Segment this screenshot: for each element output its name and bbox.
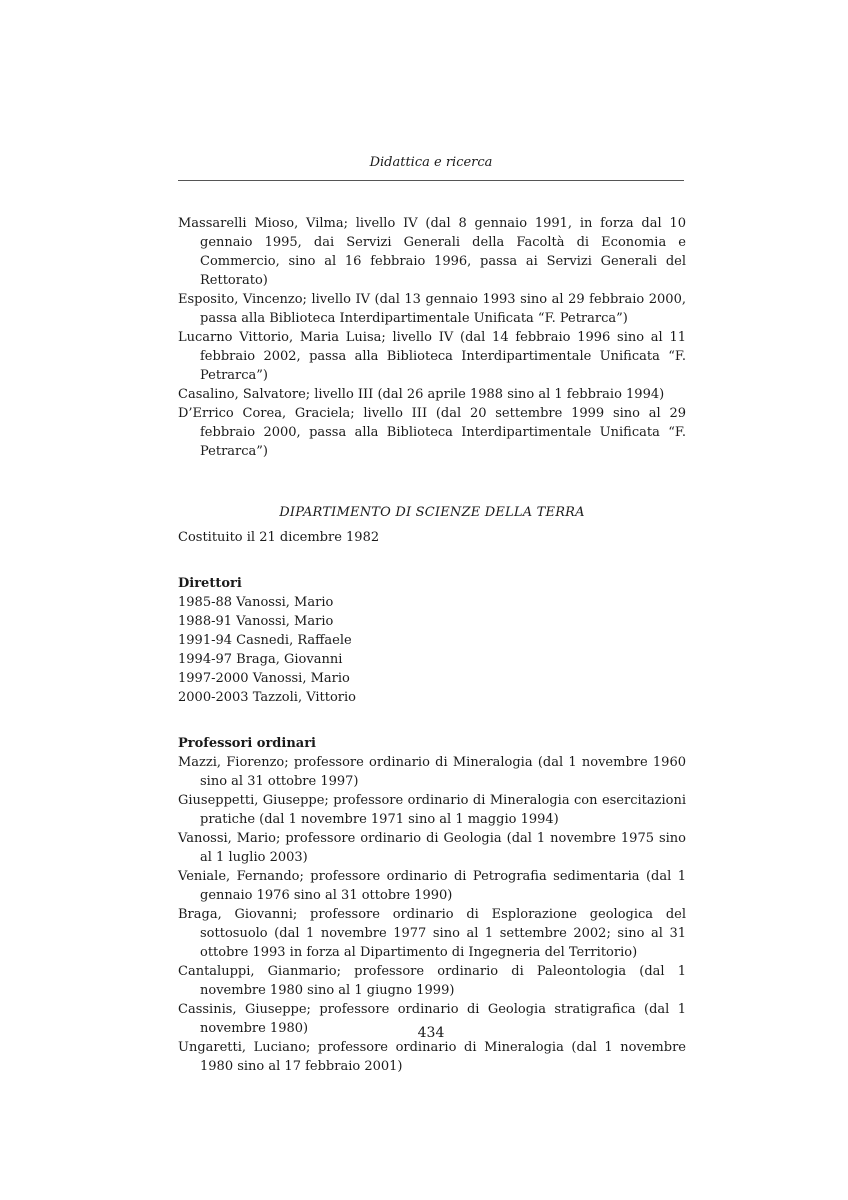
- page-number: 434: [417, 1025, 445, 1041]
- staff-entry: Casalino, Salvatore; livello III (dal 26 aprile 1988 sino al 1 febbraio 1994): [178, 387, 665, 402]
- director-item: 1991-94 Casnedi, Raffaele: [178, 633, 352, 648]
- department-title: DIPARTIMENTO DI SCIENZE DELLA TERRA: [279, 505, 585, 520]
- professor-entry: Veniale, Fernando; professore ordinario di Petrografia sedimentaria (dal 1 gennaio 1976 sino al 31 ottobre 1990): [178, 869, 686, 903]
- running-head: Didattica e ricerca: [369, 155, 493, 170]
- department-constituted: Costituito il 21 dicembre 1982: [178, 530, 380, 545]
- director-item: 1985-88 Vanossi, Mario: [178, 595, 334, 610]
- director-item: 1994-97 Braga, Giovanni: [178, 652, 343, 667]
- professor-entry: Cantaluppi, Gianmario; professore ordinario di Paleontologia (dal 1 novembre 1980 sino al 1 giugno 1999): [178, 964, 686, 998]
- directors-list: [178, 593, 686, 707]
- director-item: 1997-2000 Vanossi, Mario: [178, 671, 350, 686]
- professor-entry: Cassinis, Giuseppe; professore ordinario di Geologia stratigrafica (dal 1 novembre 1980): [178, 1002, 686, 1036]
- staff-entry: Massarelli Mioso, Vilma; livello IV (dal 8 gennaio 1991, in forza dal 10 gennaio 1995, dai Servizi Generali della Facoltà di Economia e Commercio, sino al 16 febbraio 1996, passa ai Servizi Generali del Rettorato): [178, 216, 686, 288]
- professor-entry: Vanossi, Mario; professore ordinario di Geologia (dal 1 novembre 1975 sino al 1 luglio 2003): [178, 831, 686, 865]
- director-item: 2000-2003 Tazzoli, Vittorio: [178, 690, 357, 705]
- header-rule: [178, 180, 684, 181]
- professor-entry: Giuseppetti, Giuseppe; professore ordinario di Mineralogia con esercitazioni pratiche (dal 1 novembre 1971 sino al 1 maggio 1994): [178, 793, 686, 827]
- full-professors-heading: Professori ordinari: [178, 736, 316, 751]
- directors-heading: Direttori: [178, 576, 242, 591]
- staff-entry: Lucarno Vittorio, Maria Luisa; livello IV (dal 14 febbraio 1996 sino al 11 febbraio 2002, passa alla Biblioteca Interdipartimentale Unificata “F. Petrarca”): [178, 330, 686, 383]
- professor-entry: Ungaretti, Luciano; professore ordinario di Mineralogia (dal 1 novembre 1980 sino al 17 febbraio 2001): [178, 1040, 686, 1074]
- page-content: [178, 214, 686, 1076]
- staff-entry: D’Errico Corea, Graciela; livello III (dal 20 settembre 1999 sino al 29 febbraio 2000, passa alla Biblioteca Interdipartimentale Unificata “F. Petrarca”): [178, 406, 686, 459]
- staff-entry: Esposito, Vincenzo; livello IV (dal 13 gennaio 1993 sino al 29 febbraio 2000, passa alla Biblioteca Interdipartimentale Unificata “F. Petrarca”): [178, 292, 686, 326]
- staff-list: [178, 214, 686, 461]
- professor-entry: Mazzi, Fiorenzo; professore ordinario di Mineralogia (dal 1 novembre 1960 sino al 31 ottobre 1997): [178, 755, 686, 789]
- director-item: 1988-91 Vanossi, Mario: [178, 614, 334, 629]
- professor-entry: Braga, Giovanni; professore ordinario di Esplorazione geologica del sottosuolo (dal 1 novembre 1977 sino al 1 settembre 2002; sino al 31 ottobre 1993 in forza al Dipartimento di Ingegneria del Territorio): [178, 907, 686, 960]
